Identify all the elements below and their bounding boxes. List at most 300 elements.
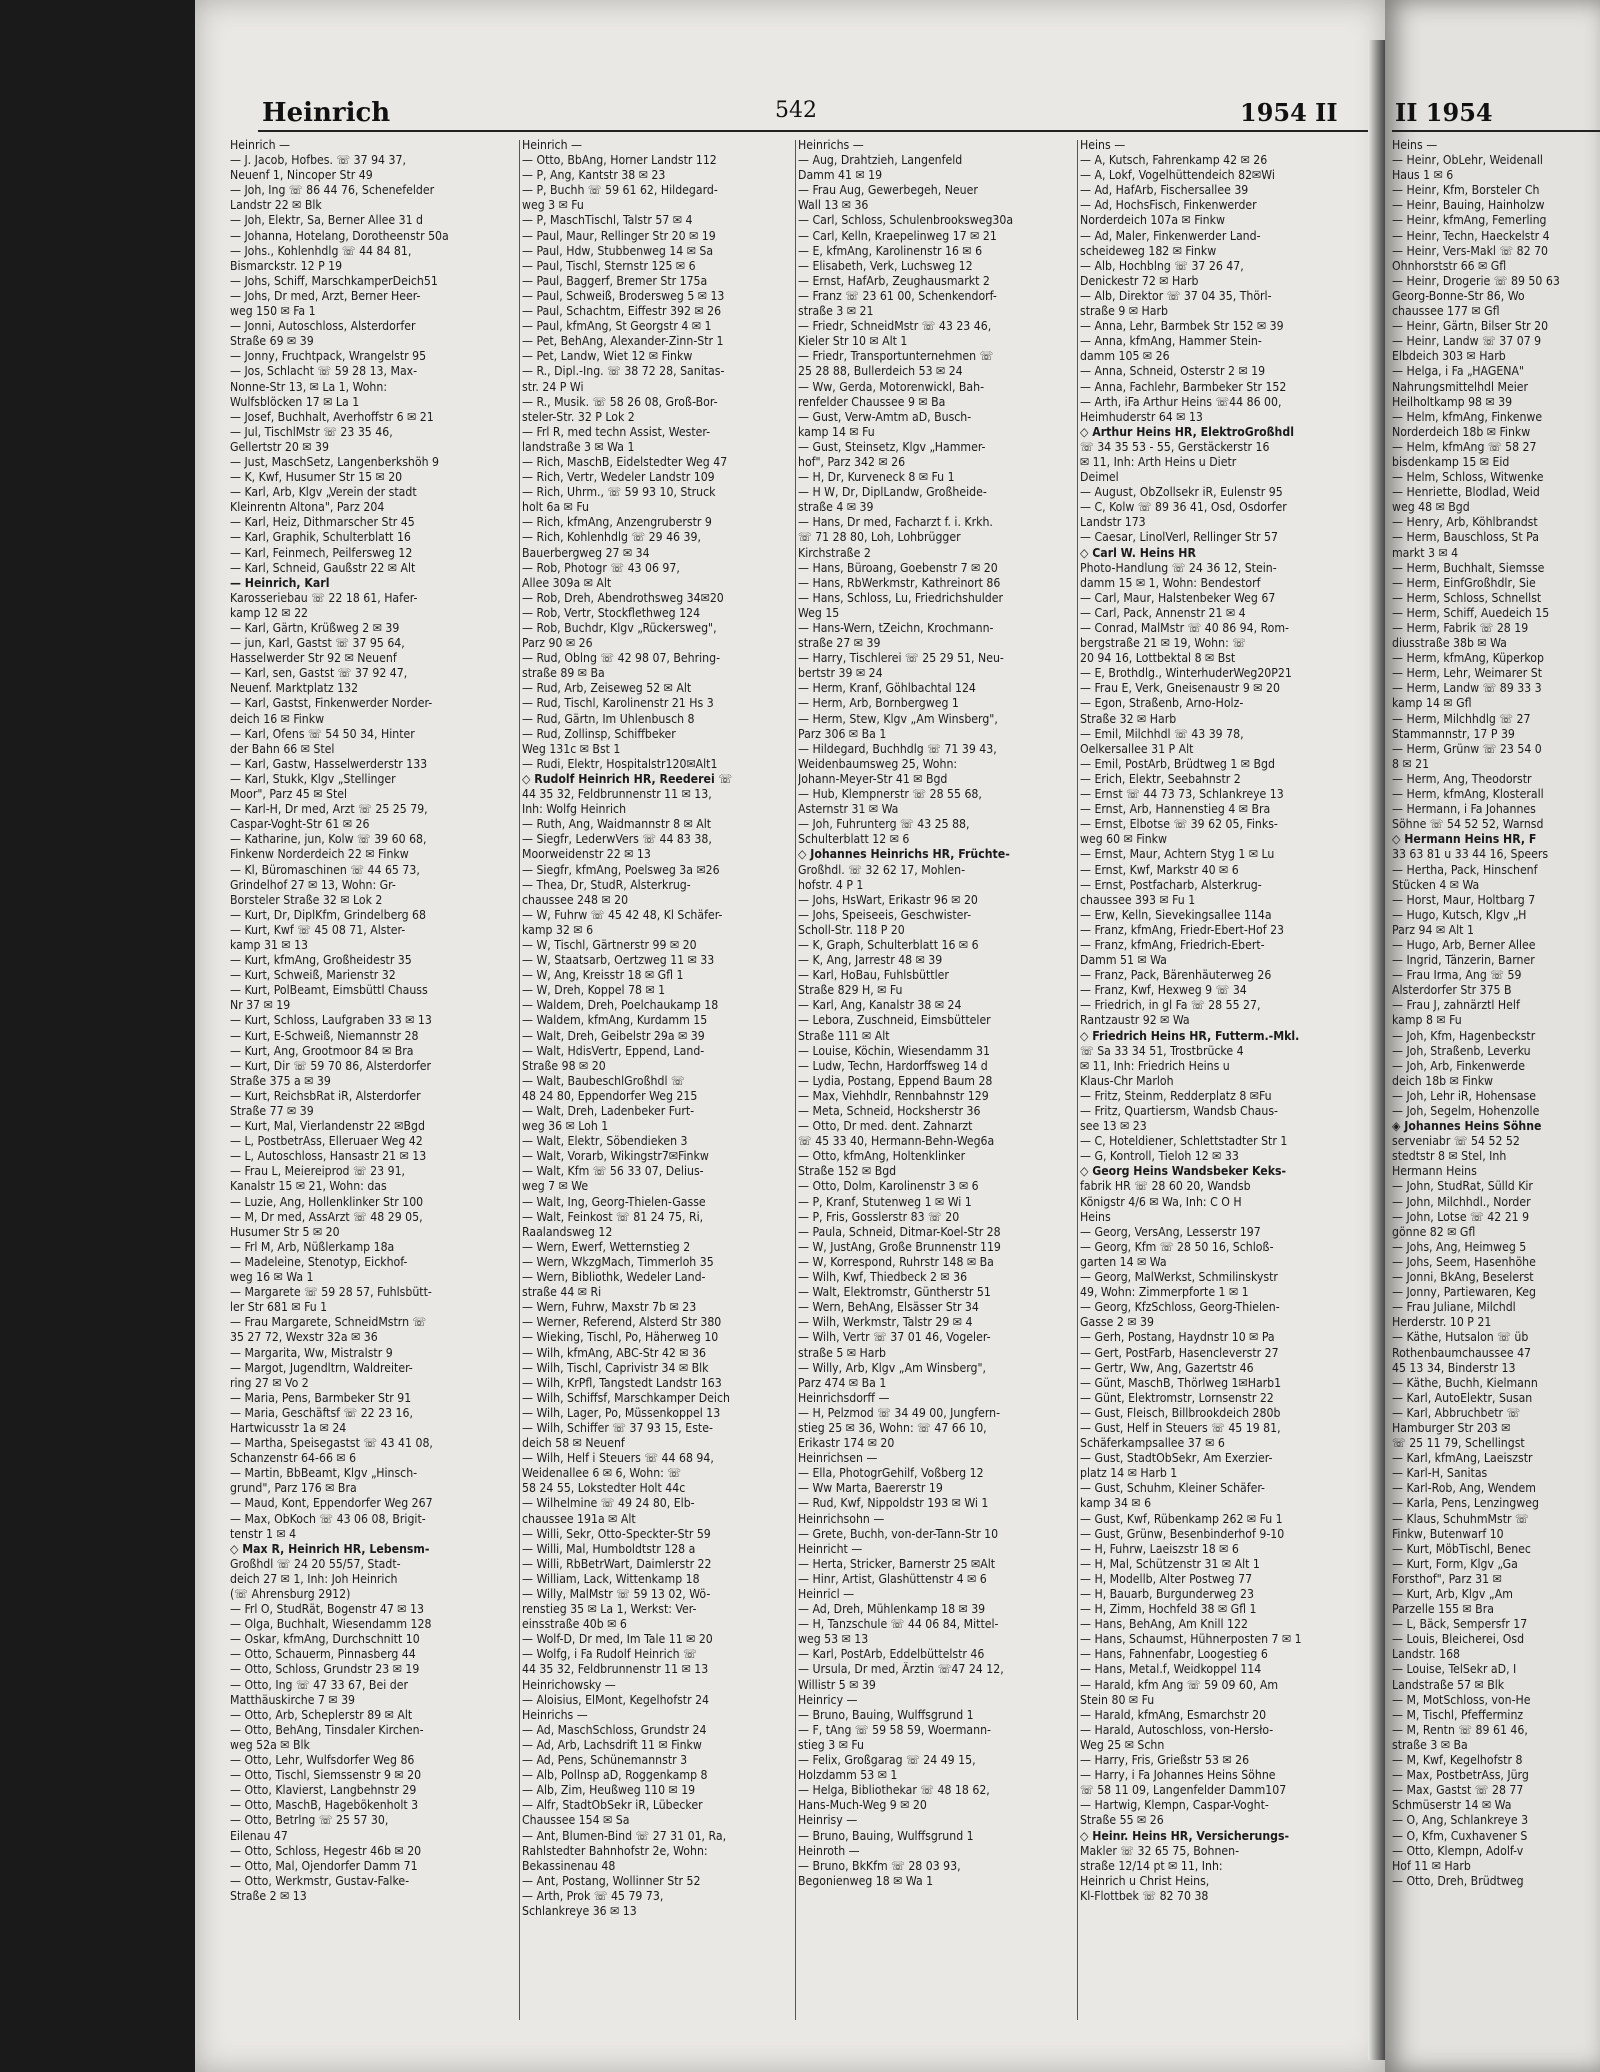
directory-entry-line: Stücken 4 ✉ Wa [1392,877,1480,892]
directory-entry-line: — Fritz, Quartiersm, Wandsb Chaus- [1080,1104,1278,1118]
directory-entry-line: — Maud, Kont, Eppendorfer Weg 267 [230,1496,433,1511]
directory-entry-line: — Hans, Metal.f, Weidkoppel 114 [1080,1662,1262,1677]
directory-entry-line: — Karl, Ofens ☏ 54 50 34, Hinter [230,726,415,741]
directory-entry-line: — Rich, Uhrm., ☏ 59 93 10, Struck [522,485,716,500]
directory-entry-line: — R., Musik. ☏ 58 26 08, Groß-Bor- [522,394,718,409]
directory-entry-line: — E, kfmAng, Karolinenstr 16 ✉ 6 [798,243,983,258]
directory-entry-line: kamp 32 ✉ 6 [522,922,594,937]
directory-entry-line: — Karl, Heiz, Dithmarscher Str 45 [230,515,415,530]
directory-entry-line: — Max, ObKoch ☏ 43 06 08, Brigit- [230,1511,426,1526]
directory-entry-line: Denickestr 72 ✉ Harb [1080,273,1199,288]
directory-entry-line: Heins [1080,1209,1111,1224]
directory-entry-line: — Frl O, StudRät, Bogenstr 47 ✉ 13 [230,1602,424,1617]
directory-entry-line: Parz 94 ✉ Alt 1 [1392,922,1474,937]
directory-entry-line: — Karl, Arb, Klgv „Verein der stadt [230,485,417,500]
directory-entry-line: — Pet, Landw, Wiet 12 ✉ Finkw [522,349,693,364]
directory-entry-line: — Frau Margarete, SchneidMstrn ☏ [230,1315,427,1330]
directory-entry-line: — Alb, Direktor ☏ 37 04 35, Thörl- [1080,288,1272,303]
directory-entry-line: hof", Parz 342 ✉ 26 [798,454,906,469]
directory-entry-line: — Friedr, Transportunternehmen ☏ [798,349,994,364]
directory-entry-line: Grindelhof 27 ✉ 13, Wohn: Gr- [230,877,396,892]
directory-entry-line: — C, Hoteldiener, Schlettstadter Str 1 [1080,1134,1288,1149]
directory-entry-line: — Aug, Drahtzieh, Langenfeld [798,153,963,168]
directory-entry-line: Caspar-Voght-Str 61 ✉ 26 [230,817,370,832]
directory-entry-line: — Rud, Gärtn, Im Uhlenbusch 8 [522,711,695,726]
directory-entry-line: — Helm, kfmAng, Finkenwe [1392,409,1543,424]
directory-entry-line: — H, Mal, Schützenstr 31 ✉ Alt 1 [1080,1556,1260,1571]
directory-entry-line: — Ursula, Dr med, Ärztin ☏47 24 12, [798,1662,1004,1677]
directory-entry-line: Parzelle 155 ✉ Bra [1392,1602,1494,1617]
directory-entry-line: Schmüserstr 14 ✉ Wa [1392,1798,1512,1813]
directory-entry-line: see 13 ✉ 23 [1080,1119,1147,1134]
directory-entry-line: — Hertha, Pack, Hinschenf [1392,862,1538,877]
directory-entry-line: Straße 55 ✉ 26 [1080,1813,1164,1828]
directory-entry-line: — Hans, Schaumst, Hühnerposten 7 ✉ 1 [1080,1632,1302,1647]
directory-entry-line: 25 28 88, Bullerdeich 53 ✉ 24 [798,364,963,379]
directory-entry-line: Holzdamm 53 ✉ 1 [798,1768,898,1783]
directory-entry-line: renstieg 35 ✉ La 1, Werkst: Ver- [522,1602,697,1617]
directory-entry-line: — Katharine, jun, Kolw ☏ 39 60 68, [230,832,427,847]
directory-entry-line: — Hinr, Artist, Glashüttenstr 4 ✉ 6 [798,1571,987,1586]
directory-entry-line: straße 5 ✉ Harb [798,1345,886,1360]
directory-entry-line: — John, Milchhdl., Norder [1392,1194,1531,1209]
directory-entry-line: stedtstr 8 ✉ Stel, Inh [1392,1149,1507,1164]
directory-entry-line: — Otto, Klempn, Adolf-v [1392,1843,1524,1858]
directory-entry-line: — P, Kranf, Stutenweg 1 ✉ Wi 1 [798,1194,972,1209]
directory-entry-line: — Carl, Schloss, Schulenbrooksweg30a [798,213,1014,228]
directory-entry-line: — Hans, Schloss, Lu, Friedrichshulder [798,590,1004,605]
directory-entry-line: ☏ 34 35 53 - 55, Gerstäckerstr 16 [1080,439,1270,454]
directory-entry-line: chaussee 177 ✉ Gfl [1392,304,1500,319]
directory-entry-line: — Heinr, Vers-Makl ☏ 82 70 [1392,243,1549,258]
directory-entry-line: — Heinr, Kfm, Borsteler Ch [1392,183,1540,198]
directory-entry-line: Klaus-Chr Marloh [1080,1073,1174,1088]
directory-entry-line: — M, Rentn ☏ 89 61 46, [1392,1722,1528,1737]
directory-entry-line: — Anna, Schneid, Osterstr 2 ✉ 19 [1080,364,1266,379]
directory-entry-line: damm 105 ✉ 26 [1080,349,1170,364]
directory-entry-line: — Otto, Schloss, Grundstr 23 ✉ 19 [230,1662,420,1677]
directory-entry-line: — Rob, Vertr, Stockflethweg 124 [522,605,701,620]
directory-entry-line: ◇ Johannes Heinrichs HR, Früchte- [798,847,1010,862]
directory-entry-line: ◇ Max R, Heinrich HR, Lebensm- [230,1541,430,1556]
directory-entry-line: — Gust, Schuhm, Kleiner Schäfer- [1080,1481,1266,1496]
directory-entry-line: — Otto, BehAng, Tinsdaler Kirchen- [230,1722,424,1737]
directory-entry-line: — August, ObZollsekr iR, Eulenstr 95 [1080,485,1283,500]
directory-entry-line: Stein 80 ✉ Fu [1080,1692,1155,1707]
directory-entry-line: Nr 37 ✉ 19 [230,998,291,1013]
directory-entry-line: — H, Zimm, Hochfeld 38 ✉ Gfl 1 [1080,1602,1257,1617]
directory-entry-line: — Karla, Pens, Lenzingweg [1392,1496,1539,1511]
directory-entry-line: — Wieking, Tischl, Po, Häherweg 10 [522,1330,719,1345]
directory-entry-line: Allee 309a ✉ Alt [522,575,612,590]
directory-entry-line: Karosseriebau ☏ 22 18 61, Hafer- [230,590,418,605]
directory-entry-line: — J. Jacob, Hofbes. ☏ 37 94 37, [230,153,406,168]
directory-entry-line: Hasselwerder Str 92 ✉ Neuenf [230,651,397,666]
directory-entry-line: markt 3 ✉ 4 [1392,545,1459,560]
directory-entry-line: — Johs, Speiseeis, Geschwister- [798,907,972,922]
directory-entry-line: — Herm, Schiff, Auedeich 15 [1392,605,1550,620]
directory-entry-line: — Harry, Fris, Grießstr 53 ✉ 26 [1080,1753,1250,1768]
directory-column-1 [230,138,520,2038]
directory-entry-line: — Franz, Kwf, Hexweg 9 ☏ 34 [1080,983,1247,998]
directory-entry-line: — Wern, Ewerf, Wetternstieg 2 [522,1239,691,1254]
directory-entry-line: weg 53 ✉ 13 [798,1632,869,1647]
directory-entry-line: Heinrichowsky — [522,1677,616,1692]
directory-entry-line: — Wilh, Kwf, Thiedbeck 2 ✉ 36 [798,1270,968,1285]
directory-entry-line: Straße 111 ✉ Alt [798,1028,890,1043]
directory-entry-line: — Wolf-D, Dr med, Im Tale 11 ✉ 20 [522,1632,713,1647]
directory-entry-line: Heinricl — [798,1587,855,1601]
directory-entry-line: — Paul, kfmAng, St Georgstr 4 ✉ 1 [522,319,712,334]
directory-entry-line: Weidenallee 6 ✉ 6, Wohn: ☏ [522,1466,682,1481]
directory-entry-line: — Paul, Schweiß, Brodersweg 5 ✉ 13 [522,288,725,303]
directory-entry-line: Norderdeich 18b ✉ Finkw [1392,424,1531,439]
directory-entry-line: einsstraße 40b ✉ 6 [522,1617,627,1632]
directory-entry-line: 20 94 16, Lottbektal 8 ✉ Bst [1080,651,1236,666]
directory-entry-line: Söhne ☏ 54 52 52, Warnsd [1392,817,1544,832]
directory-entry-line: ☏ 71 28 80, Loh, Lohbrügger [798,530,961,545]
directory-entry-line: — Karl, Gärtn, Krüßweg 2 ✉ 39 [230,621,400,635]
directory-entry-line: ☏ 25 11 79, Schellingst [1392,1436,1525,1451]
directory-entry-line: straße 89 ✉ Ba [522,666,605,681]
directory-entry-line: — Gust, Steinsetz, Klgv „Hammer- [798,439,986,454]
directory-entry-line: — H, Bauarb, Burgunderweg 23 [1080,1587,1254,1601]
directory-entry-line: — Harry, Tischlerei ☏ 25 29 51, Neu- [798,651,1004,666]
directory-entry-line: — F, tAng ☏ 59 58 59, Woermann- [798,1722,992,1737]
directory-entry-line: — Otto, Schloss, Hegestr 46b ✉ 20 [230,1843,422,1858]
directory-entry-line: — Felix, Großgarag ☏ 24 49 15, [798,1753,976,1768]
directory-entry-line: — Herm, Landw ☏ 89 33 3 [1392,681,1542,696]
directory-entry-line: Rahlstedter Bahnhofstr 2e, Wohn: [522,1843,708,1858]
directory-entry-line: Husumer Str 5 ✉ 20 [230,1224,340,1239]
directory-column-5 [1392,138,1600,2038]
directory-entry-line: — Frl R, med techn Assist, Wester- [522,424,711,439]
directory-entry-line: — Rich, kfmAng, Anzengruberstr 9 [522,515,712,530]
directory-entry-line: — Alb, Hochblng ☏ 37 26 47, [1080,258,1244,273]
directory-entry-line: ler Str 681 ✉ Fu 1 [230,1300,328,1315]
directory-entry-line: — Grete, Buchh, von-der-Tann-Str 10 [798,1526,999,1541]
directory-column-2 [522,138,792,2038]
directory-entry-line: Bauerbergweg 27 ✉ 34 [522,545,650,560]
directory-entry-line: — Karl, Gastw, Hasselwerderstr 133 [230,756,428,771]
directory-entry-line: — Willi, RbBetrWart, Daimlerstr 22 [522,1556,712,1571]
directory-entry-line: — Georg, VersAng, Lesserstr 197 [1080,1224,1261,1239]
directory-entry-line: scheideweg 182 ✉ Finkw [1080,243,1217,258]
directory-entry-line: Kieler Str 10 ✉ Alt 1 [798,334,908,349]
directory-entry-line: gönne 82 ✉ Gfl [1392,1224,1476,1239]
directory-entry-line: Wulfsblöcken 17 ✉ La 1 [230,394,360,409]
page-number: 542 [775,98,817,123]
directory-entry-line: — Conrad, MalMstr ☏ 40 86 94, Rom- [1080,621,1289,635]
directory-entry-line: — Wilhelmine ☏ 49 24 80, Elb- [522,1496,695,1511]
directory-entry-line: chaussee 393 ✉ Fu 1 [1080,892,1196,907]
directory-entry-line: — Otto, Betrlng ☏ 25 57 30, [230,1813,389,1828]
directory-entry-line: Heins — [1080,138,1126,152]
directory-entry-line: — Willi, Mal, Humboldtstr 128 a [522,1541,696,1556]
directory-entry-line: — Wilh, Werkmstr, Talstr 29 ✉ 4 [798,1315,973,1330]
column-divider [795,140,796,2020]
directory-entry-line: Bismarckstr. 12 P 19 [230,258,343,273]
directory-entry-line: — Gertr, Ww, Ang, Gazertstr 46 [1080,1360,1254,1375]
directory-entry-line: — Walt, HdisVertr, Eppend, Land- [522,1043,705,1058]
directory-entry-line: — Ad, MaschSchloss, Grundstr 24 [522,1722,707,1737]
directory-entry-line: — Jul, TischlMstr ☏ 23 35 46, [230,424,393,439]
directory-entry-line: — Otto, Klavierst, Langbehnstr 29 [230,1783,417,1798]
directory-entry-line: — Wern, BehAng, Elsässer Str 34 [798,1300,979,1315]
directory-entry-line: — P, Fris, Gosslerstr 83 ☏ 20 [798,1209,960,1224]
directory-entry-line: — Helm, kfmAng ☏ 58 27 [1392,439,1537,454]
directory-entry-line: Heinrichs — [522,1707,588,1722]
directory-entry-line: — L, Bäck, Sempersfr 17 [1392,1617,1528,1632]
directory-entry-line: — Joh, Fuhrunterg ☏ 43 25 88, [798,817,970,832]
directory-entry-line: — A, Lokf, Vogelhüttendeich 82✉Wi [1080,168,1275,183]
directory-entry-line: Stammannstr, 17 P 39 [1392,726,1515,741]
directory-entry-line: Weg 131c ✉ Bst 1 [522,741,621,756]
directory-entry-line: — Herm, Arb, Bornbergweg 1 [798,696,959,711]
directory-entry-line: — Harry, i Fa Johannes Heins Söhne [1080,1768,1276,1783]
directory-entry-line: — Ad, Maler, Finkenwerder Land- [1080,228,1261,243]
directory-entry-line: — Paula, Schneid, Ditmar-Koel-Str 28 [798,1224,1001,1239]
directory-entry-line: weg 60 ✉ Finkw [1080,832,1167,847]
directory-entry-line: straße 3 ✉ Ba [1392,1737,1468,1752]
directory-entry-line: Forsthof", Parz 31 ✉ [1392,1571,1502,1586]
directory-entry-line: ◇ Rudolf Heinrich HR, Reederei ☏ [522,771,733,786]
directory-entry-line: bertstr 39 ✉ 24 [798,666,883,681]
directory-entry-line: (☏ Ahrensburg 2912) [230,1587,351,1601]
directory-entry-line: 48 24 80, Eppendorfer Weg 215 [522,1088,698,1103]
directory-entry-line: — Hans, RbWerkmstr, Kathreinort 86 [798,575,1001,590]
directory-entry-line: — Kurt, Ang, Grootmoor 84 ✉ Bra [230,1043,414,1058]
directory-entry-line: Norderdeich 107a ✉ Finkw [1080,213,1225,228]
directory-entry-line: ◇ Arthur Heins HR, ElektroGroßhdl [1080,424,1294,439]
directory-entry-line: — Paul, Hdw, Stubbenweg 14 ✉ Sa [522,243,714,258]
directory-entry-line: — H, Pelzmod ☏ 34 49 00, Jungfern- [798,1405,1001,1420]
directory-entry-line: straße 3 ✉ 21 [798,304,874,319]
directory-entry-line: — Caesar, LinolVerl, Rellinger Str 57 [1080,530,1278,545]
directory-entry-line: — Frau Juliane, Milchdl [1392,1300,1516,1315]
directory-entry-line: ◇ Friedrich Heins HR, Futterm.-Mkl. [1080,1028,1300,1043]
directory-entry-line: — Ingrid, Tänzerin, Barner [1392,953,1535,968]
directory-entry-line: — Georg, Kfm ☏ 28 50 16, Schloß- [1080,1239,1274,1254]
directory-entry-line: — Wern, WkzgMach, Timmerloh 35 [522,1254,714,1269]
directory-entry-line: — Horst, Maur, Holtbarg 7 [1392,892,1536,907]
directory-entry-line: Borsteler Straße 32 ✉ Lok 2 [230,892,383,907]
directory-entry-line: Parz 90 ✉ 26 [522,636,593,651]
directory-entry-line: — Erich, Elektr, Seebahnstr 2 [1080,771,1241,786]
directory-entry-line: landstraße 3 ✉ Wa 1 [522,439,635,454]
directory-entry-line: — Heinrich, Karl [230,575,330,590]
directory-entry-line: — Kurt, PolBeamt, Eimsbüttl Chauss [230,983,428,998]
directory-entry-line: — C, Kolw ☏ 89 36 41, Osd, Osdorfer [1080,500,1287,515]
directory-entry-line: — Karl, Ang, Kanalstr 38 ✉ 24 [798,998,962,1013]
directory-entry-line: — Wilh, Tischl, Caprivistr 34 ✉ Blk [522,1360,709,1375]
directory-entry-line: — Ad, Pens, Schünemannstr 3 [522,1753,688,1768]
directory-entry-line: — Ad, HochsFisch, Finkenwerder [1080,198,1257,213]
directory-entry-line: — Joh, Elektr, Sa, Berner Allee 31 d [230,213,423,228]
directory-entry-line: — Georg, MalWerkst, Schmilinskystr [1080,1270,1278,1285]
directory-entry-line: — Franz, Pack, Bärenhäuterweg 26 [1080,968,1272,983]
directory-entry-line: Neuenf. Marktplatz 132 [230,681,359,696]
directory-entry-line: — Paul, Baggerf, Bremer Str 175a [522,273,708,288]
directory-entry-line: — Rob, Photogr ☏ 43 06 97, [522,560,680,575]
directory-entry-line: — Herm, kfmAng, Klosterall [1392,787,1544,802]
directory-entry-line: Heinrichsohn — [798,1511,885,1526]
directory-entry-line: — Paul, Tischl, Sternstr 125 ✉ 6 [522,258,696,273]
directory-entry-line: — Rich, Kohlenhdlg ☏ 29 46 39, [522,530,701,545]
directory-entry-line: — Margarita, Ww, Mistralstr 9 [230,1345,393,1360]
directory-entry-line: — Martin, BbBeamt, Klgv „Hinsch- [230,1466,418,1481]
directory-entry-line: ☏ 45 33 40, Hermann-Behn-Weg6a [798,1134,995,1149]
directory-entry-line: ◇ Carl W. Heins HR [1080,545,1196,560]
directory-entry-line: chaussee 248 ✉ 20 [522,892,629,907]
directory-entry-line: — Heinr, kfmAng, Femerling [1392,213,1547,228]
directory-entry-line: — Harald, Autoschloss, von-Hersło- [1080,1722,1274,1737]
directory-entry-line: — Kurt, Dir ☏ 59 70 86, Alsterdorfer [230,1058,432,1073]
header-rule [258,130,1368,132]
directory-entry-line: — Rud, Zollinsp, Schiffbeker [522,726,676,741]
directory-entry-line: — Heinr, Landw ☏ 37 07 9 [1392,334,1542,349]
directory-entry-line: — Karl, AutoElektr, Susan [1392,1390,1533,1405]
directory-entry-line: — H W, Dr, DiplLandw, Großheide- [798,485,987,500]
directory-entry-line: — Joh, Arb, Finkenwerde [1392,1058,1525,1073]
directory-entry-line: — Ernst ☏ 44 73 73, Schlankreye 13 [1080,787,1284,802]
directory-entry-line: weg 3 ✉ Fu [522,198,584,213]
directory-entry-line: ◇ Heinr. Heins HR, Versicherungs- [1080,1828,1290,1843]
directory-entry-line: — Heinr, Bauing, Hainholzw [1392,198,1545,213]
directory-entry-line: — Gust, StadtObSekr, Am Exerzier- [1080,1451,1273,1466]
directory-entry-line: — W, JustAng, Große Brunnenstr 119 [798,1239,1001,1254]
directory-entry-line: — Joh, Ing ☏ 86 44 76, Schenefelder [230,183,435,198]
directory-entry-line: — Kurt, Dr, DiplKfm, Grindelberg 68 [230,907,426,922]
directory-entry-line: — Helm, Schloss, Witwenke [1392,470,1544,485]
directory-entry-line: — Ludw, Techn, Hardorffsweg 14 d [798,1058,988,1073]
directory-entry-line: Gellertstr 20 ✉ 39 [230,439,329,454]
directory-entry-line: Straße 152 ✉ Bgd [798,1164,897,1179]
directory-entry-line: — Hans, Büroang, Goebenstr 7 ✉ 20 [798,560,998,575]
directory-entry-line: — Frau L, Meiereiprod ☏ 23 91, [230,1164,406,1179]
directory-entry-line: straße 44 ✉ Ri [522,1285,602,1300]
directory-entry-line: Kl-Flottbek ☏ 82 70 38 [1080,1888,1209,1903]
directory-entry-line: — Günt, MaschB, Thörlweg 1✉Harb1 [1080,1375,1282,1390]
directory-entry-line: — Rud, Tischl, Karolinenstr 21 Hs 3 [522,696,714,711]
directory-entry-line: — Otto, Lehr, Wulfsdorfer Weg 86 [230,1753,415,1768]
directory-entry-line: Moorweidenstr 22 ✉ 13 [522,847,651,862]
directory-entry-line: Makler ☏ 32 65 75, Bohnen- [1080,1843,1240,1858]
directory-entry-line: — Rob, Dreh, Abendrothsweg 34✉20 [522,590,724,605]
directory-entry-line: Oelkersallee 31 P Alt [1080,741,1194,756]
directory-entry-line: — Joh, Kfm, Hagenbeckstr [1392,1028,1536,1043]
directory-entry-line: Gasse 2 ✉ 39 [1080,1315,1154,1330]
directory-entry-line: — Wilh, Lager, Po, Müssenkoppel 13 [522,1405,721,1420]
directory-entry-line: chaussee 191a ✉ Alt [522,1511,636,1526]
directory-entry-line: — E, Brothdlg., WinterhuderWeg20P21 [1080,666,1292,681]
directory-entry-line: — Jonni, Autoschloss, Alsterdorfer [230,319,416,334]
directory-entry-line: — Rich, MaschB, Eidelstedter Weg 47 [522,454,728,469]
directory-entry-line: — Hugo, Kutsch, Klgv „H [1392,907,1527,922]
directory-entry-line: — Gust, Grünw, Besenbinderhof 9-10 [1080,1526,1285,1541]
directory-entry-line: — Hans, BehAng, Am Knill 122 [1080,1617,1248,1632]
directory-entry-line: kamp 31 ✉ 13 [230,937,309,952]
directory-entry-line: Hamburger Str 203 ✉ [1392,1420,1511,1435]
directory-entry-line: — Kurt, Schweiß, Marienstr 32 [230,968,396,983]
directory-entry-line: — Heinr, Techn, Haeckelstr 4 [1392,228,1550,243]
directory-entry-line: Scholl-Str. 118 P 20 [798,922,905,937]
directory-entry-line: — Wilh, Schiffer ☏ 37 93 15, Este- [522,1420,713,1435]
directory-entry-line: 44 35 32, Feldbrunnenstr 11 ✉ 13, [522,787,712,802]
directory-entry-line: Großhdl ☏ 24 20 55/57, Stadt- [230,1556,401,1571]
directory-entry-line: — Walt, Ing, Georg-Thielen-Gasse [522,1194,706,1209]
directory-entry-line: — Hans-Wern, tZeichn, Krochmann- [798,621,994,635]
directory-entry-line: — Herm, Stew, Klgv „Am Winsberg", [798,711,998,726]
directory-entry-line: 58 24 55, Lokstedter Holt 44c [522,1481,686,1496]
directory-entry-line: — H, Tanzschule ☏ 44 06 84, Mittel- [798,1617,999,1632]
directory-entry-line: — Waldem, Dreh, Poelchaukamp 18 [522,998,719,1013]
directory-entry-line: — Franz, kfmAng, Friedr-Ebert-Hof 23 [1080,922,1285,937]
directory-entry-line: Photo-Handlung ☏ 24 36 12, Stein- [1080,560,1277,575]
directory-entry-line: ◇ Hermann Heins HR, F [1392,832,1537,847]
directory-entry-line: Straße 69 ✉ 39 [230,334,314,349]
next-page-header-rule [1392,130,1600,132]
directory-entry-line: Bekassinenau 48 [522,1858,616,1873]
directory-entry-line: platz 14 ✉ Harb 1 [1080,1466,1178,1481]
directory-entry-line: — R., Dipl.-Ing. ☏ 38 72 28, Sanitas- [522,364,725,379]
directory-entry-line: Heinroth — [798,1843,860,1858]
next-page-year: II 1954 [1395,98,1493,127]
directory-entry-line: — Otto, Werkmstr, Gustav-Falke- [230,1873,410,1888]
directory-entry-line: — Siegfr, LederwVers ☏ 44 83 38, [522,832,712,847]
directory-entry-line: — Karl, Schneid, Gaußstr 22 ✉ Alt [230,560,416,575]
directory-entry-line: Neuenf 1, Nincoper Str 49 [230,168,373,183]
directory-entry-line: Hartwicusstr 1a ✉ 24 [230,1420,347,1435]
directory-entry-line: — Alfr, StadtObSekr iR, Lübecker [522,1798,703,1813]
directory-entry-line: — Anna, Fachlehr, Barmbeker Str 152 [1080,379,1287,394]
directory-entry-line: — H, Modellb, Alter Postweg 77 [1080,1571,1253,1586]
directory-entry-line: — Ww, Gerda, Motorenwickl, Bah- [798,379,985,394]
directory-entry-line: 35 27 72, Wexstr 32a ✉ 36 [230,1330,378,1345]
directory-entry-line: holt 6a ✉ Fu [522,500,589,515]
directory-column-4 [1080,138,1365,2038]
directory-entry-line: — Bruno, Bauing, Wulffsgrund 1 [798,1707,974,1722]
directory-entry-line: Nonne-Str 13, ✉ La 1, Wohn: [230,379,388,394]
directory-entry-line: fabrik HR ☏ 28 60 20, Wandsb [1080,1179,1251,1194]
directory-entry-line: — Walt, Vorarb, Wikingstr7✉Finkw [522,1149,709,1164]
directory-entry-line: deich 58 ✉ Neuenf [522,1436,625,1451]
directory-entry-line: — Kurt, kfmAng, Großheidestr 35 [230,953,412,968]
directory-entry-line: Kanalstr 15 ✉ 21, Wohn: das [230,1179,387,1194]
directory-entry-line: straße 4 ✉ 39 [798,500,874,515]
directory-entry-line: — Waldem, kfmAng, Kurdamm 15 [522,1013,708,1028]
directory-entry-line: — Carl, Pack, Annenstr 21 ✉ 4 [1080,605,1246,620]
directory-entry-line: — Karl, Abbruchbetr ☏ [1392,1405,1521,1420]
directory-entry-line: — Wilh, KrPfl, Tangstedt Landstr 163 [522,1375,722,1390]
directory-entry-line: Eilenau 47 [230,1828,288,1843]
directory-entry-line: — Maria, Geschäftsf ☏ 22 23 16, [230,1405,413,1420]
directory-entry-line: ☏ Sa 33 34 51, Trostbrücke 4 [1080,1043,1244,1058]
directory-entry-line: — Carl, Kelln, Kraepelinweg 17 ✉ 21 [798,228,997,243]
directory-entry-line: — Otto, BbAng, Horner Landstr 112 [522,153,717,168]
directory-entry-line: — Johs, Seem, Hasenhöhe [1392,1254,1536,1269]
directory-entry-line: — W, Ang, Kreisstr 18 ✉ Gfl 1 [522,968,684,983]
directory-entry-line: — Walt, Kfm ☏ 56 33 07, Delius- [522,1164,704,1179]
directory-entry-line: — Rob, Buchdr, Klgv „Rückersweg", [522,621,717,635]
directory-entry-line: — Heinr, Drogerie ☏ 89 50 63 [1392,273,1560,288]
directory-entry-line: — Madeleine, Stenotyp, Eickhof- [230,1254,408,1269]
directory-entry-line: Heins — [1392,138,1438,152]
directory-entry-line: — G, Kontroll, Tieloh 12 ✉ 33 [1080,1149,1239,1164]
directory-entry-line: Heimhuderstr 64 ✉ 13 [1080,409,1203,424]
directory-entry-line: Willistr 5 ✉ 39 [798,1677,876,1692]
directory-entry-line: Finkw, Butenwarf 10 [1392,1526,1504,1541]
